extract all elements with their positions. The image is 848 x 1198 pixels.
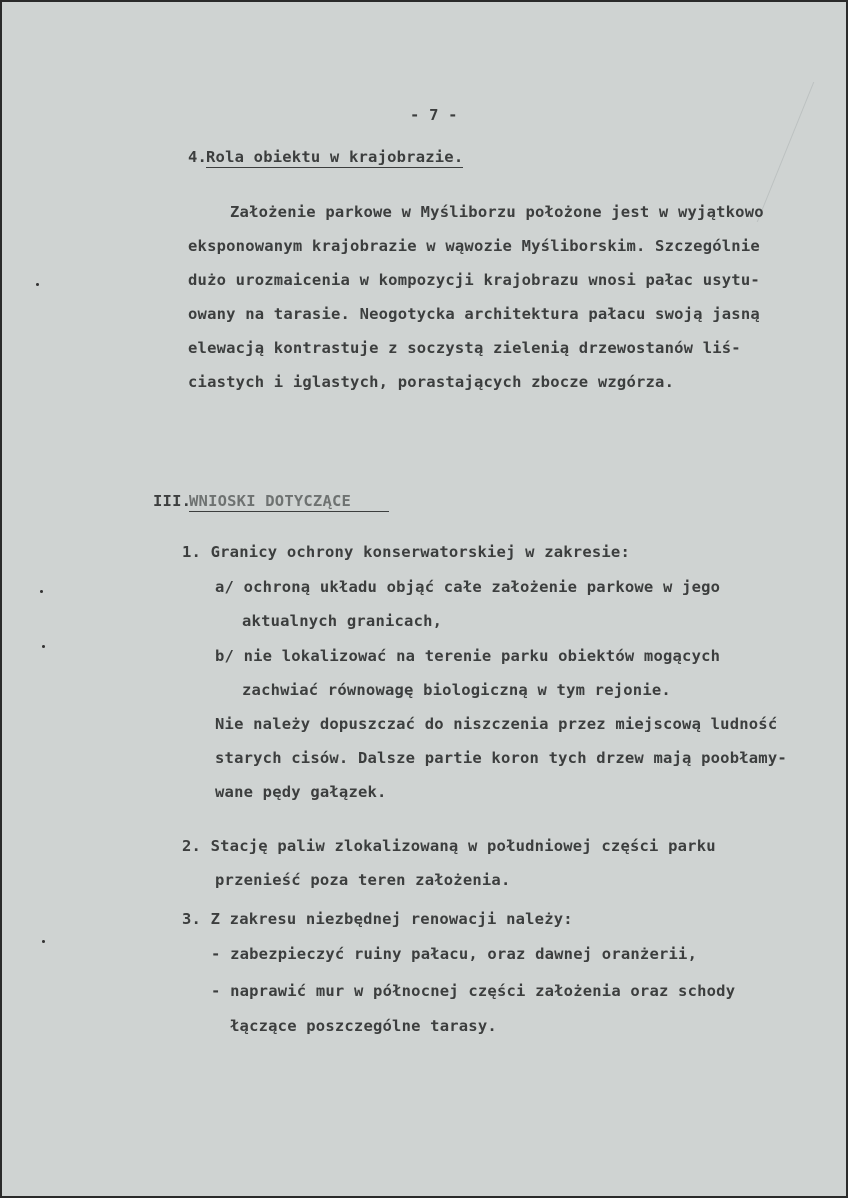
item-2-line: przenieść poza teren założenia. [215,871,511,889]
item-1a-line: aktualnych granicach, [242,612,443,630]
paper-fold-mark [757,82,848,222]
item-3-continuation: łączące poszczególne tarasy. [230,1017,497,1035]
paragraph-line: owany na tarasie. Neogotycka architektura pałacu swoją jasną [188,305,760,323]
paragraph-line: dużo urozmaicenia w kompozycji krajobrazu wnosi pałac usytu- [188,271,760,289]
paragraph-line: ciastych i iglastych, porastających zbocze wzgórza. [188,373,675,391]
item-1a-line: a/ ochroną układu objąć całe założenie parkowe w jego [215,578,721,596]
paragraph-line: elewacją kontrastuje z soczystą zielenią drzewostanów liś- [188,339,741,357]
margin-dot [42,940,45,943]
section-3-heading: WNIOSKI DOTYCZĄCE [189,492,389,512]
section-4-number: 4. [188,148,208,166]
item-1b-line: zachwiać równowagę biologiczną w tym rejonie. [242,681,671,699]
item-1-note-line: Nie należy dopuszczać do niszczenia przez miejscową ludność [215,715,778,733]
item-2-line: 2. Stację paliw zlokalizowaną w południowej części parku [182,837,716,855]
item-3-bullet: - naprawić mur w północnej części założenia oraz schody [211,982,736,1000]
paragraph-line: Założenie parkowe w Myśliborzu położone jest w wyjątkowo [230,203,764,221]
margin-dot [40,590,43,593]
paragraph-line: eksponowanym krajobrazie w wąwozie Myśliborskim. Szczególnie [188,237,760,255]
section-4-heading: Rola obiektu w krajobrazie. [206,148,464,166]
item-1-note-line: wane pędy gałązek. [215,783,387,801]
item-1b-line: b/ nie lokalizować na terenie parku obiektów mogących [215,647,721,665]
section-3-number: III. [153,492,192,510]
item-3-bullet: - zabezpieczyć ruiny pałacu, oraz dawnej oranżerii, [211,945,698,963]
item-1-note-line: starych cisów. Dalsze partie koron tych drzew mają poobłamy- [215,749,787,767]
item-3-lead: 3. Z zakresu niezbędnej renowacji należy: [182,910,573,928]
item-1-lead: 1. Granicy ochrony konserwatorskiej w zakresie: [182,543,630,561]
page-number: - 7 - [410,106,458,124]
margin-dot [42,645,45,648]
margin-dot [36,283,39,286]
